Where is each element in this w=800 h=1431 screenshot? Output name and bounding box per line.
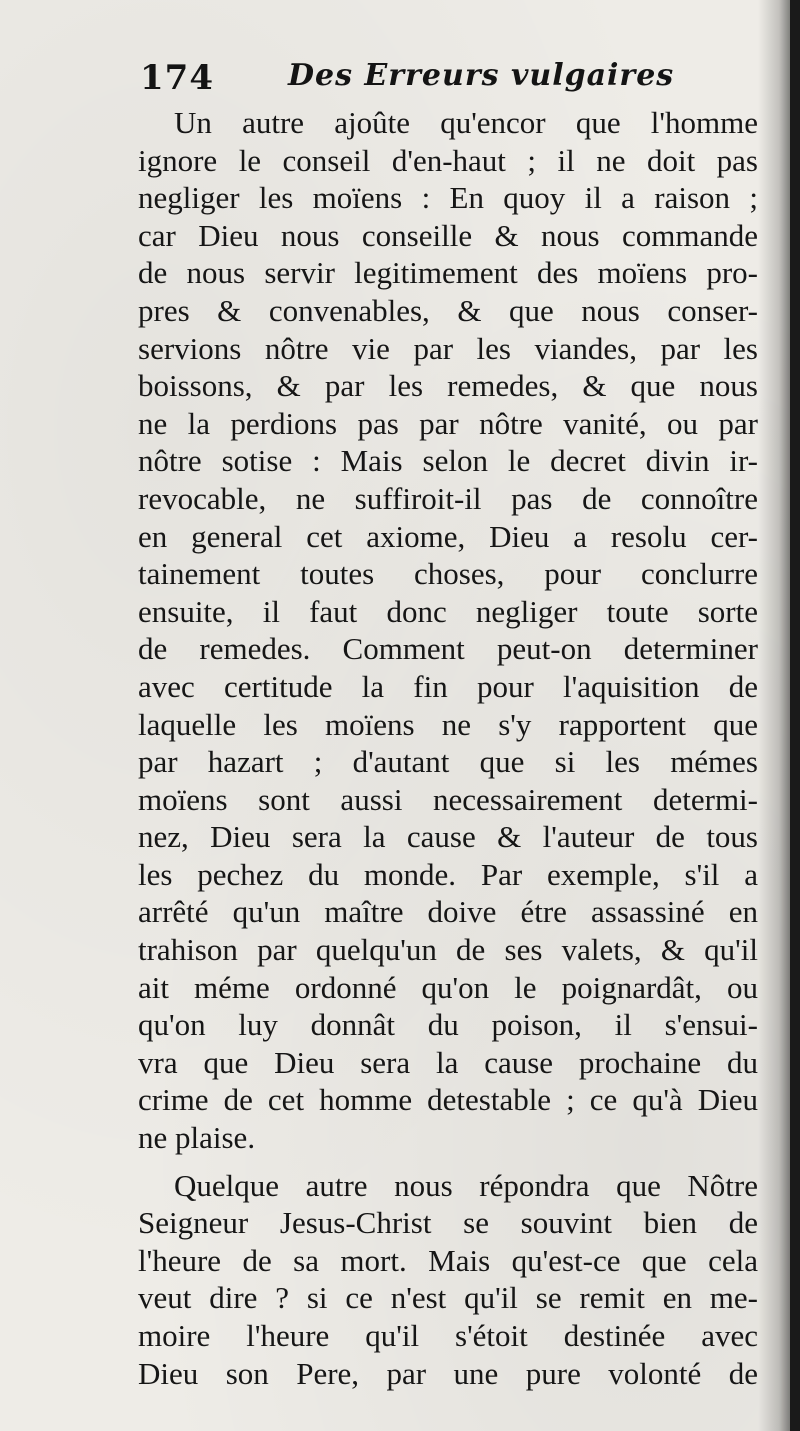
text-line: en general cet axiome, Dieu a resolu cer- — [138, 518, 758, 554]
running-head: Des Erreurs vulgaires — [288, 58, 675, 93]
text-line: les pechez du monde. Par exemple, s'il a — [138, 856, 758, 892]
text-line: revocable, ne suffiroit-il pas de connoître — [138, 480, 758, 516]
text-line: car Dieu nous conseille & nous commande — [138, 217, 758, 253]
text-line: boissons, & par les remedes, & que nous — [138, 368, 758, 404]
text-line: arrêté qu'un maître doive étre assassiné en — [138, 894, 758, 930]
text-line: moïens sont aussi necessairement determi- — [138, 781, 758, 817]
text-line: trahison par quelqu'un de ses valets, & qu'il — [138, 932, 758, 968]
text-line: tainement toutes choses, pour conclurre — [138, 556, 758, 592]
text-line: crime de cet homme detestable ; ce qu'à Dieu — [138, 1082, 758, 1118]
text-line: veut dire ? si ce n'est qu'il se remit en me- — [138, 1280, 758, 1316]
text-line: Seigneur Jesus-Christ se souvint bien de — [138, 1205, 758, 1241]
text-line: qu'on luy donnât du poison, il s'ensui- — [138, 1007, 758, 1043]
text-line: l'heure de sa mort. Mais qu'est-ce que cela — [138, 1242, 758, 1278]
text-line: nez, Dieu sera la cause & l'auteur de tous — [138, 819, 758, 855]
body-text — [138, 104, 758, 1392]
text-line: Dieu son Pere, par une pure volonté de — [138, 1355, 758, 1391]
text-line: vra que Dieu sera la cause prochaine du — [138, 1044, 758, 1080]
text-line: pres & convenables, & que nous conser- — [138, 292, 758, 328]
text-line: ignore le conseil d'en-haut ; il ne doit pas — [138, 142, 758, 178]
text-line: ait méme ordonné qu'on le poignardât, ou — [138, 969, 758, 1005]
text-line: servions nôtre vie par les viandes, par les — [138, 330, 758, 366]
text-line: ne plaise. — [138, 1120, 256, 1156]
text-line: ensuite, il faut donc negliger toute sorte — [138, 593, 758, 629]
paragraph-gap — [138, 1157, 758, 1167]
text-line: de nous servir legitimement des moïens pro- — [138, 255, 758, 291]
page-number: 174 — [140, 58, 214, 98]
spine-edge — [790, 0, 800, 1431]
text-line: nôtre sotise : Mais selon le decret divin ir- — [138, 443, 758, 479]
page-header — [140, 58, 740, 102]
text-line: de remedes. Comment peut-on determiner — [138, 631, 758, 667]
text-line: laquelle les moïens ne s'y rapportent que — [138, 706, 758, 742]
text-line: moire l'heure qu'il s'étoit destinée avec — [138, 1318, 758, 1353]
text-line: par hazart ; d'autant que si les mémes — [138, 744, 758, 780]
text-line: avec certitude la fin pour l'aquisition de — [138, 668, 758, 704]
text-line: negliger les moïens : En quoy il a raison ; — [138, 180, 758, 216]
text-line: ne la perdions pas par nôtre vanité, ou par — [138, 405, 758, 441]
text-line: Quelque autre nous répondra que Nôtre — [174, 1167, 758, 1203]
text-line: Un autre ajoûte qu'encor que l'homme — [174, 105, 758, 140]
